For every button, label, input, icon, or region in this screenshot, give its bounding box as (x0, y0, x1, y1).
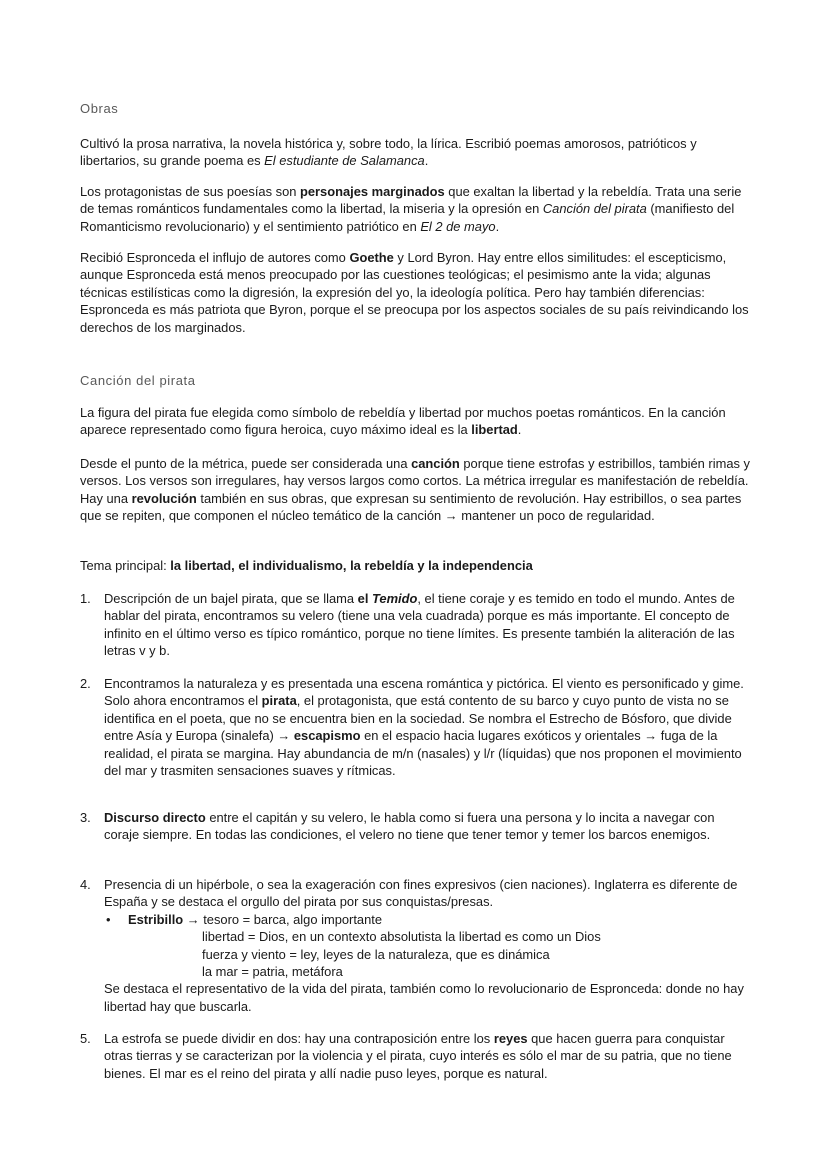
paragraph (80, 249, 752, 336)
text-run: en el espacio hacia lugares exóticos y orientales → fuga de la realidad, el pirata se margina. Hay abundancia de m/n (nasales) y l/r (líquidas) que nos proponen el movimiento del mar y trasmiten sensaciones suaves y rítmicas. (104, 728, 742, 779)
text-run: Los protagonistas de sus poesías son (80, 184, 300, 199)
list-number: 4. (80, 877, 91, 892)
text-run: La figura del pirata fue elegida como símbolo de rebeldía y libertad por muchos poetas románticos. En la canción aparece representado como figura heroica, cuyo máximo ideal es la (80, 405, 726, 438)
bullet-continuation: libertad = Dios, en un contexto absolutista la libertad es como un Dios (202, 929, 601, 945)
bold-text: el (357, 591, 373, 606)
bold-text: Goethe (349, 250, 394, 265)
bullet-text: → tesoro = barca, algo importante (183, 911, 382, 927)
text-run: Encontramos la naturaleza y es presentada una escena romántica y pictórica. El viento es personificado y gime. Solo ahora encontramos el (104, 676, 744, 709)
bold-text: Discurso directo (104, 810, 206, 825)
paragraph (80, 455, 752, 525)
list-item (80, 675, 752, 779)
text-run: , el protagonista, que está contento de su barco y cuyo punto de vista no se identifica en el poeta, que no se encuentra bien en la sociedad. Se nombra el Estrecho de Bósforo, que divide entre Asía y Europa (sinalefa) → (104, 693, 732, 744)
list-text-after: Se destaca el representativo de la vida del pirata, también como lo revolucionario de Espronceda: donde no hay libertad hay que buscarla. (104, 981, 744, 1014)
list-number: 5. (80, 1031, 91, 1046)
text-run: Recibió Espronceda el influjo de autores como (80, 250, 350, 265)
paragraph (80, 183, 752, 235)
text-run: que exaltan la libertad y la rebeldía. Trata una serie de temas románticos fundamentales como la libertad, la miseria y la opresión en (80, 184, 742, 217)
text-run: Tema principal: (80, 558, 171, 573)
bullet-icon: • (106, 911, 111, 927)
bold-text: escapismo (293, 728, 361, 744)
italic-text: El estudiante de Salamanca (264, 153, 425, 169)
bold-text: canción (411, 456, 460, 471)
text-run: Descripción de un bajel pirata, que se llama (104, 591, 358, 606)
text-run: Cultivó la prosa narrativa, la novela histórica y, sobre todo, la lírica. Escribió poemas amorosos, patrióticos y libertarios, su grande poema es (80, 136, 697, 169)
text-run: , el tiene coraje y es temido en todo el mundo. Antes de hablar del pirata, encontramos su velero (tiene una vela cuadrada) porque es más importante. El concepto de infinito en el último verso es típico romántico, porque no tiene límites. Es presente también la aliteración de las letras v y b. (104, 591, 735, 659)
list-number: 2. (80, 676, 91, 691)
paragraph (80, 404, 752, 439)
section-heading-cancion: Canción del pirata (80, 373, 196, 388)
bold-text: pirata (261, 693, 297, 709)
italic-text: Canción del pirata (542, 201, 647, 217)
bold-text: revolución (131, 490, 197, 506)
text-run: que hacen guerra para conquistar otras tierras y se caracterizan por la violencia y el pirata, cuyo interés es sólo el mar de su patria, que no tiene bienes. El mar es el reino del pirata y allí nadie puso leyes, porque es natural. (104, 1031, 732, 1081)
text-run: Desde el punto de la métrica, puede ser considerada una (80, 456, 412, 471)
bold-text: reyes (493, 1031, 528, 1046)
text-run: también en sus obras, que expresan su sentimiento de revolución. Hay estribillos, o sea partes que se repiten, que componen el núcleo temático de la canción → mantener un poco de regularidad. (80, 490, 742, 524)
list-number: 1. (80, 591, 91, 606)
list-number: 3. (80, 810, 91, 825)
text-run: . (495, 218, 500, 234)
text-run: Presencia di un hipérbole, o sea la exageración con fines expresivos (cien naciones). Inglaterra es diferente de España y se destaca el orgullo del pirata por sus conquistas/presas. (104, 877, 738, 910)
section-heading-obras: Obras (80, 101, 119, 116)
list-item (80, 809, 752, 844)
text-run: La estrofa se puede dividir en dos: hay una contraposición entre los (104, 1031, 494, 1046)
list-text (104, 809, 752, 844)
text-run: . (517, 422, 522, 438)
list-text (104, 590, 752, 660)
bold-text: libertad (471, 422, 518, 438)
paragraph (80, 135, 752, 170)
bullet-continuation: la mar = patria, metáfora (202, 964, 343, 980)
text-run: . (424, 153, 429, 169)
bullet-continuation: fuerza y viento = ley, leyes de la naturaleza, que es dinámica (202, 946, 550, 962)
bold-text: personajes marginados (300, 184, 445, 199)
list-text (104, 1030, 752, 1082)
text-run: entre el capitán y su velero, le habla como si fuera una persona y lo incita a navegar con coraje siempre. En todas las condiciones, el velero no tiene que tener temor y temer los barcos enemigos. (104, 810, 715, 843)
bold-text: Temido (372, 591, 418, 606)
paragraph-tema (80, 557, 752, 574)
italic-text: El 2 de mayo (420, 218, 496, 234)
list-text (104, 675, 752, 779)
bullet-label: Estribillo (128, 911, 184, 927)
list-item (80, 1030, 752, 1082)
text-run: y Lord Byron. Hay entre ellos similitudes: el escepticismo, aunque Espronceda está menos preocupado por las cuestiones teológicas; el pesimismo ante la vida; algunas técnicas estilísticas como la digresión, la expresión del yo, la ideología política. Pero hay también diferencias: Espronceda es más patriota que Byron, porque el se preocupa por los aspectos sociales de su país reivindicando los derechos de los marginados. (80, 250, 749, 335)
text-run: porque tiene estrofas y estribillos, también rimas y versos. Los versos son irregulares, hay versos largos como cortos. La métrica irregular es manifestación de rebeldía. Hay una (80, 456, 750, 506)
text-run: (manifiesto del Romanticismo revolucionario) y el sentimiento patriótico en (80, 201, 735, 234)
list-text (104, 876, 752, 911)
list-item (80, 590, 752, 660)
list-item (80, 876, 752, 1015)
bold-text: la libertad, el individualismo, la rebeldía y la independencia (170, 558, 533, 573)
bullet-item (104, 911, 752, 928)
